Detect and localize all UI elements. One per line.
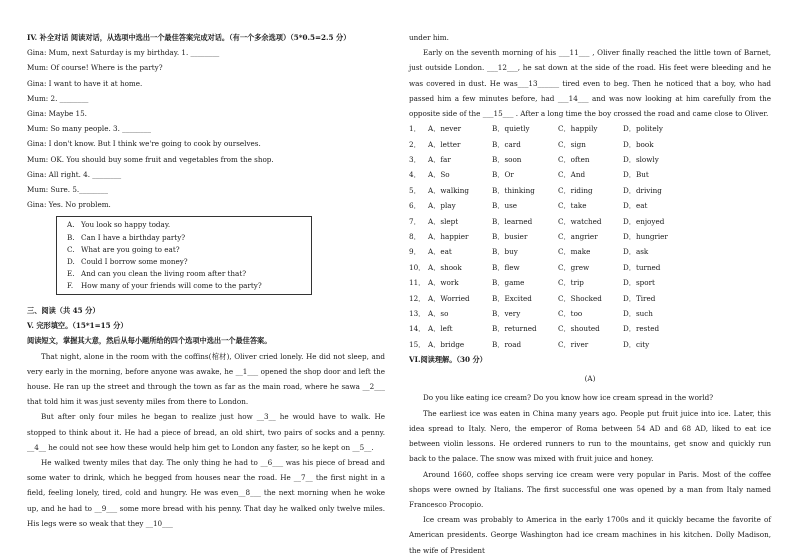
- option-e: E. And can you clean the living room after that?: [67, 268, 247, 278]
- cloze-option-row: 13． A．so B．very C．too D．such: [409, 308, 653, 318]
- cloze-option-row: 1． A．never B．quietly C．happily D．politely: [409, 124, 663, 134]
- reading-paragraph: The earliest ice was eaten in China many years ago. People put fruit juice into ice. Later, this idea spread to Italy. Nero, the emperor of Roma between 54 AD and 68 AD, liked to eat ice between violin lessons. He ordered runners to run to the mountains, get snow and quickly run back to the palace. The snow was mixed with fruit juice and honey.: [409, 408, 771, 464]
- dialogue-line: Gina: Yes. No problem.: [27, 200, 111, 210]
- dialogue-line: Gina: Mum, next Saturday is my birthday. 1. ________: [27, 48, 220, 58]
- dialogue-line: Mum: So many people. 3. ________: [27, 124, 151, 134]
- option-b: B. Can I have a birthday party?: [67, 232, 186, 242]
- dialogue-line: Gina: I want to have it at home.: [27, 78, 143, 88]
- cloze-option-row: 5． A．walking B．thinking C．riding D．driving: [409, 185, 662, 195]
- section-3-title: 三、阅读（共 45 分）: [27, 306, 100, 315]
- section-4-title: IV. 补全对话 阅读对话，从选项中选出一个最佳答案完成对话。（有一个多余选项）（5*0.5=2.5 分）: [27, 33, 351, 42]
- passage-label: (A): [584, 374, 596, 384]
- cloze-paragraph: He walked twenty miles that day. The only thing he had to __6___ was his piece of bread and some water to drink, which he begged from houses near the road. He __7__ the first night in a field, feeling lonely, tired, cold and hungry. He was even__8___ the next morning when he woke up, and he had to __9___ some more bread with his penny. That day he walked only twelve miles. His legs were so weak that they __10___: [27, 458, 385, 528]
- cloze-option-row: 7． A．slept B．learned C．watched D．enjoyed: [409, 216, 665, 226]
- cloze-option-row: 2． A．letter B．card C．sign D．book: [409, 139, 654, 149]
- option-f: F. How many of your friends will come to the party?: [67, 280, 262, 290]
- right-column: [409, 30, 771, 558]
- cloze-option-row: 11． A．work B．game C．trip D．sport: [409, 278, 655, 288]
- cloze-options-list: [409, 121, 771, 352]
- cloze-option-row: 6． A．play B．use C．take D．eat: [409, 201, 648, 211]
- option-d: D. Could I borrow some money?: [67, 256, 188, 266]
- option-c: C. What are you going to eat?: [67, 244, 180, 254]
- dialogue-line: Mum: Of course! Where is the party?: [27, 63, 163, 73]
- cloze-paragraph: But after only four miles he began to realize just how __3__ he would have to walk. He stopped to think about it. He had a piece of bread, an old shirt, two pairs of socks and a penny. __4__ he could not see how these would help him get to London any faster, so he kept on __5__.: [27, 412, 385, 452]
- dialogue-line: Gina: I don't know. But I think we're going to cook by ourselves.: [27, 139, 261, 149]
- cloze-instruction: 阅读短文，掌握其大意，然后从每小题所给的四个选项中选出一个最佳答案。: [27, 336, 272, 346]
- left-column: [27, 30, 385, 531]
- reading-passage: [409, 390, 771, 557]
- reading-paragraph: Do you like eating ice cream? Do you know how ice cream spread in the world?: [423, 393, 714, 403]
- cloze-paragraph: Early on the seventh morning of his ___11___ , Oliver finally reached the little town of Barnet, just outside London. ___12___, he sat down at the side of the road. His feet were bleeding and he was covered in dust. He was___13______ tired even to beg. Then he noticed that a boy, who had passed him a few minutes before, had ___14___ and was now looking at him carefully from the opposite side of the ___15___ . After a long time the boy crossed the road and came close to Oliver.: [409, 48, 771, 119]
- continued-line: under him.: [409, 33, 449, 42]
- dialogue-line: Gina: Maybe 15.: [27, 109, 87, 119]
- cloze-option-row: 8． A．happier B．busier C．angrier D．hungrier: [409, 231, 668, 241]
- dialogue-options-box: [56, 216, 312, 295]
- section-6-title: VI.阅读理解。（30 分）: [409, 355, 487, 365]
- cloze-option-row: 14． A．left B．returned C．shouted D．rested: [409, 324, 660, 334]
- dialogue-line: Mum: OK. You should buy some fruit and vegetables from the shop.: [27, 154, 274, 164]
- dialogue-line: Mum: 2. ________: [27, 93, 89, 103]
- cloze-option-row: 15． A．bridge B．road C．river D．city: [409, 339, 650, 349]
- cloze-paragraph: That night, alone in the room with the coffins(棺材), Oliver cried lonely. He did not sleep, and very early in the morning, before anyone was awake, he __1___ opened the shop door and left the house. He ran up the street and through the town as far as the main road, where he sawa __2___ that told him it was just seventy miles from there to London.: [27, 351, 385, 407]
- dialogue-line: Mum: Sure. 5.________: [27, 185, 108, 195]
- cloze-option-row: 9． A．eat B．buy C．make D．ask: [409, 247, 649, 257]
- reading-paragraph: Ice cream was probably to America in the early 1700s and it quickly became the favorite of American presidents. George Washington had ice cream machines in his kitchen. Dolly Madison, the wife of President: [409, 515, 771, 555]
- option-a: A. You look so happy today.: [67, 220, 171, 230]
- cloze-option-row: 10． A．shook B．flew C．grew D．turned: [409, 262, 661, 272]
- section-5-title: V. 完形填空。（15*1=15 分）: [27, 321, 128, 331]
- reading-paragraph: Around 1660, coffee shops serving ice cream were very popular in Paris. Most of the coffee shops were owned by Italians. The first successful one was opened by a man from Italy named Francesco Procopio.: [409, 469, 771, 509]
- cloze-option-row: 12． A．Worried B．Excited C．Shocked D．Tired: [409, 293, 656, 303]
- cloze-option-row: 4． A．So B．Or C．And D．But: [409, 170, 649, 180]
- cloze-option-row: 3． A．far B．soon C．often D．slowly: [409, 155, 659, 164]
- dialogue-line: Gina: All right. 4. ________: [27, 169, 122, 179]
